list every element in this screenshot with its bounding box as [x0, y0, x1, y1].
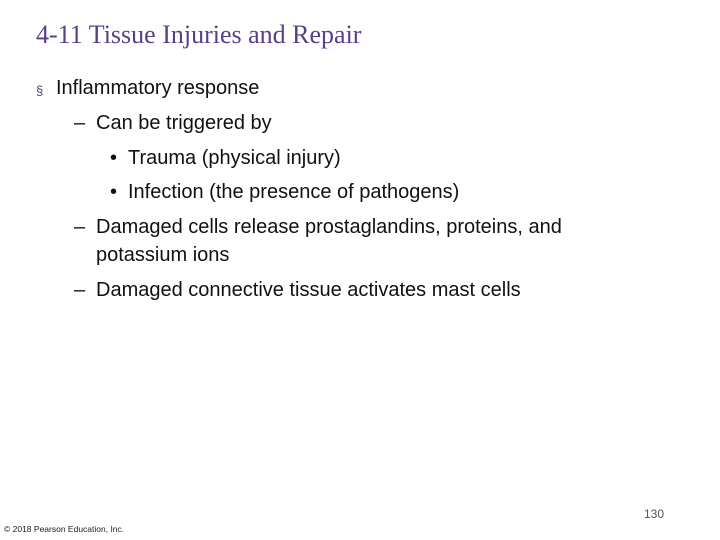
bullet-continuation [74, 243, 674, 267]
bullet-text: Damaged cells release prostaglandins, proteins, and [96, 216, 562, 238]
page-number: 130 [643, 507, 664, 521]
dash-bullet-icon: – [74, 112, 86, 134]
bullet-level-3 [110, 180, 670, 204]
bullet-level-2 [74, 215, 694, 239]
copyright-notice: © 2018 Pearson Education, Inc. [4, 524, 125, 534]
bullet-level-2 [74, 278, 674, 302]
dot-bullet-icon: • [110, 147, 118, 169]
bullet-level-1 [36, 76, 676, 100]
slide-title: 4-11 Tissue Injuries and Repair [36, 20, 362, 49]
dash-bullet-icon: – [74, 279, 86, 301]
bullet-text: potassium ions [96, 244, 230, 266]
bullet-level-2 [74, 111, 674, 135]
dash-bullet-icon: – [74, 216, 86, 238]
bullet-level-3 [110, 146, 670, 170]
dot-bullet-icon: • [110, 181, 118, 203]
bullet-text: Damaged connective tissue activates mast cells [96, 279, 521, 301]
section-bullet-icon: § [36, 83, 44, 98]
bullet-text: Infection (the presence of pathogens) [128, 181, 460, 203]
bullet-text: Can be triggered by [96, 112, 272, 134]
bullet-text: Inflammatory response [56, 77, 260, 99]
bullet-text: Trauma (physical injury) [128, 147, 341, 169]
